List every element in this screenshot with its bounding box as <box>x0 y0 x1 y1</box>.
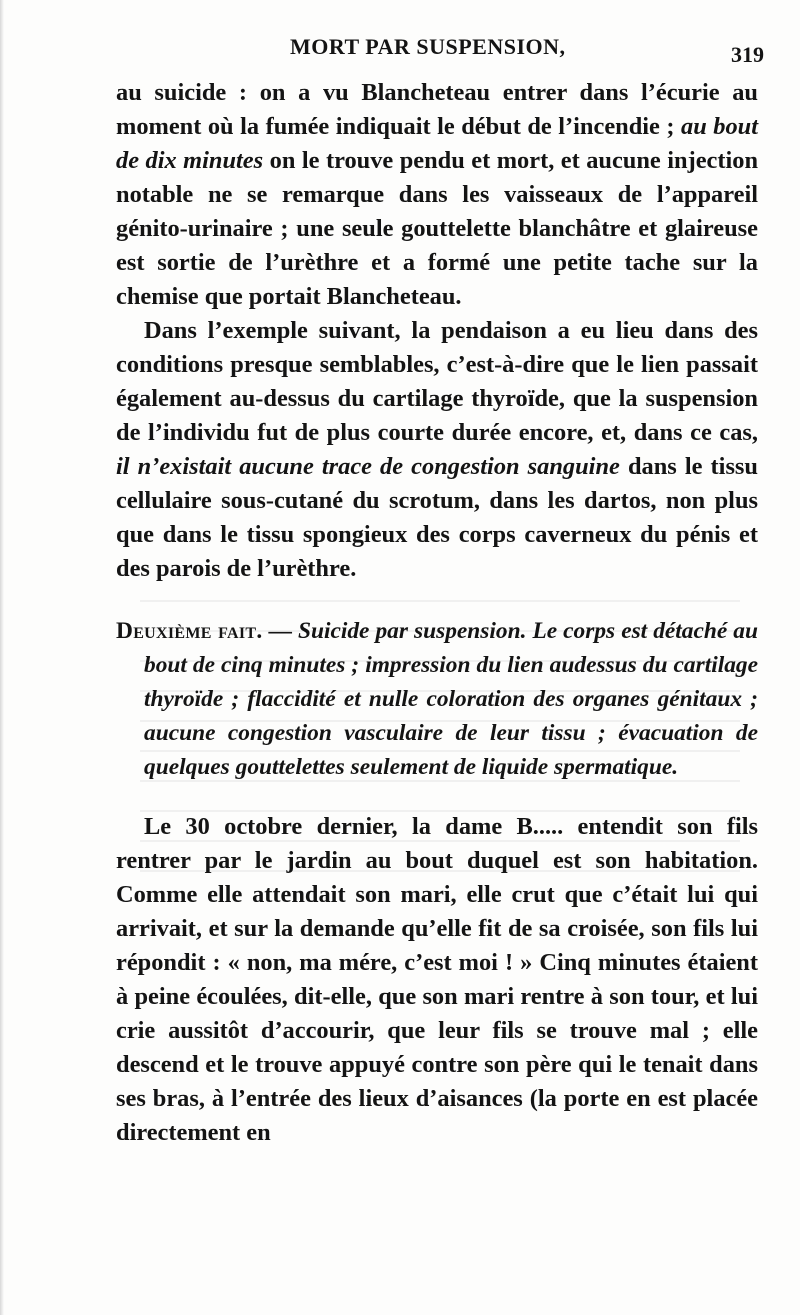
paragraph-1-text-a: au suicide : on a vu Blancheteau entrer dans l’écurie au moment où la fumée indiquait le début de l’incendie ; <box>116 79 758 140</box>
body-text <box>116 76 758 1150</box>
paragraph-1-text-c: on le trouve pendu et mort, et aucune injection notable ne se remarque dans les vaisseaux de l’appareil génito-urinaire ; une seule gouttelette blanchâtre et glaireuse est sortie de l’urèthre et a formé une petite tache sur la chemise que portait Blancheteau. <box>116 147 759 310</box>
case-dash: — <box>262 618 298 644</box>
paragraph-2 <box>116 314 758 586</box>
case-label: Deuxième fait. <box>116 618 263 644</box>
case-summary: Suicide par suspension. Le corps est détaché au bout de cinq minutes ; impression du lien audessus du cartilage thyroïde ; flaccidité et nulle coloration des organes génitaux ; aucune congestion vasculaire de leur tissu ; évacuation de quelques gouttelettes seulement de liquide spermatique. <box>144 618 758 780</box>
page-edge-shadow <box>0 0 4 1315</box>
case-heading <box>116 614 758 784</box>
running-title: MORT PAR SUSPENSION, <box>290 34 566 59</box>
paragraph-1-italic: au bout de dix minutes <box>116 113 759 174</box>
paragraph-3: Le 30 octobre dernier, la dame B..... entendit son fils rentrer par le jardin au bout duquel est son habitation. Comme elle attendait son mari, elle crut que c’était lui qui arrivait, et sur la demande qu’elle fit de sa croisée, son fils lui répondit : « non, ma mére, c’est moi ! » Cinq minutes étaient à peine écoulées, dit-elle, que son mari rentre à son tour, et lui crie aussitôt d’accourir, que leur fils se trouve mal ; elle descend et le trouve appuyé contre son père qui le tenait dans ses bras, à l’entrée des lieux d’aisances (la porte en est placée directement en <box>116 813 758 1146</box>
spacer <box>116 784 758 810</box>
page-number: 319 <box>731 42 764 67</box>
page-header <box>0 32 800 72</box>
paragraph-continued <box>116 76 758 314</box>
paragraph-2-italic: il n’existait aucune trace de congestion sanguine <box>116 453 620 480</box>
paragraph-2-text-a: Dans l’exemple suivant, la pendaison a eu lieu dans des conditions presque semblables, c’est-à-dire que le lien passait également au-dessus du cartilage thyroïde, que la suspension de l’individu fut de plus courte durée encore, et, dans ce cas, <box>116 317 758 446</box>
paragraph-2-text-c: dans le tissu cellulaire sous-cutané du scrotum, dans les dartos, non plus que dans le tissu spongieux des corps caverneux du pénis et des parois de l’urèthre. <box>116 453 758 582</box>
spacer <box>116 586 758 614</box>
